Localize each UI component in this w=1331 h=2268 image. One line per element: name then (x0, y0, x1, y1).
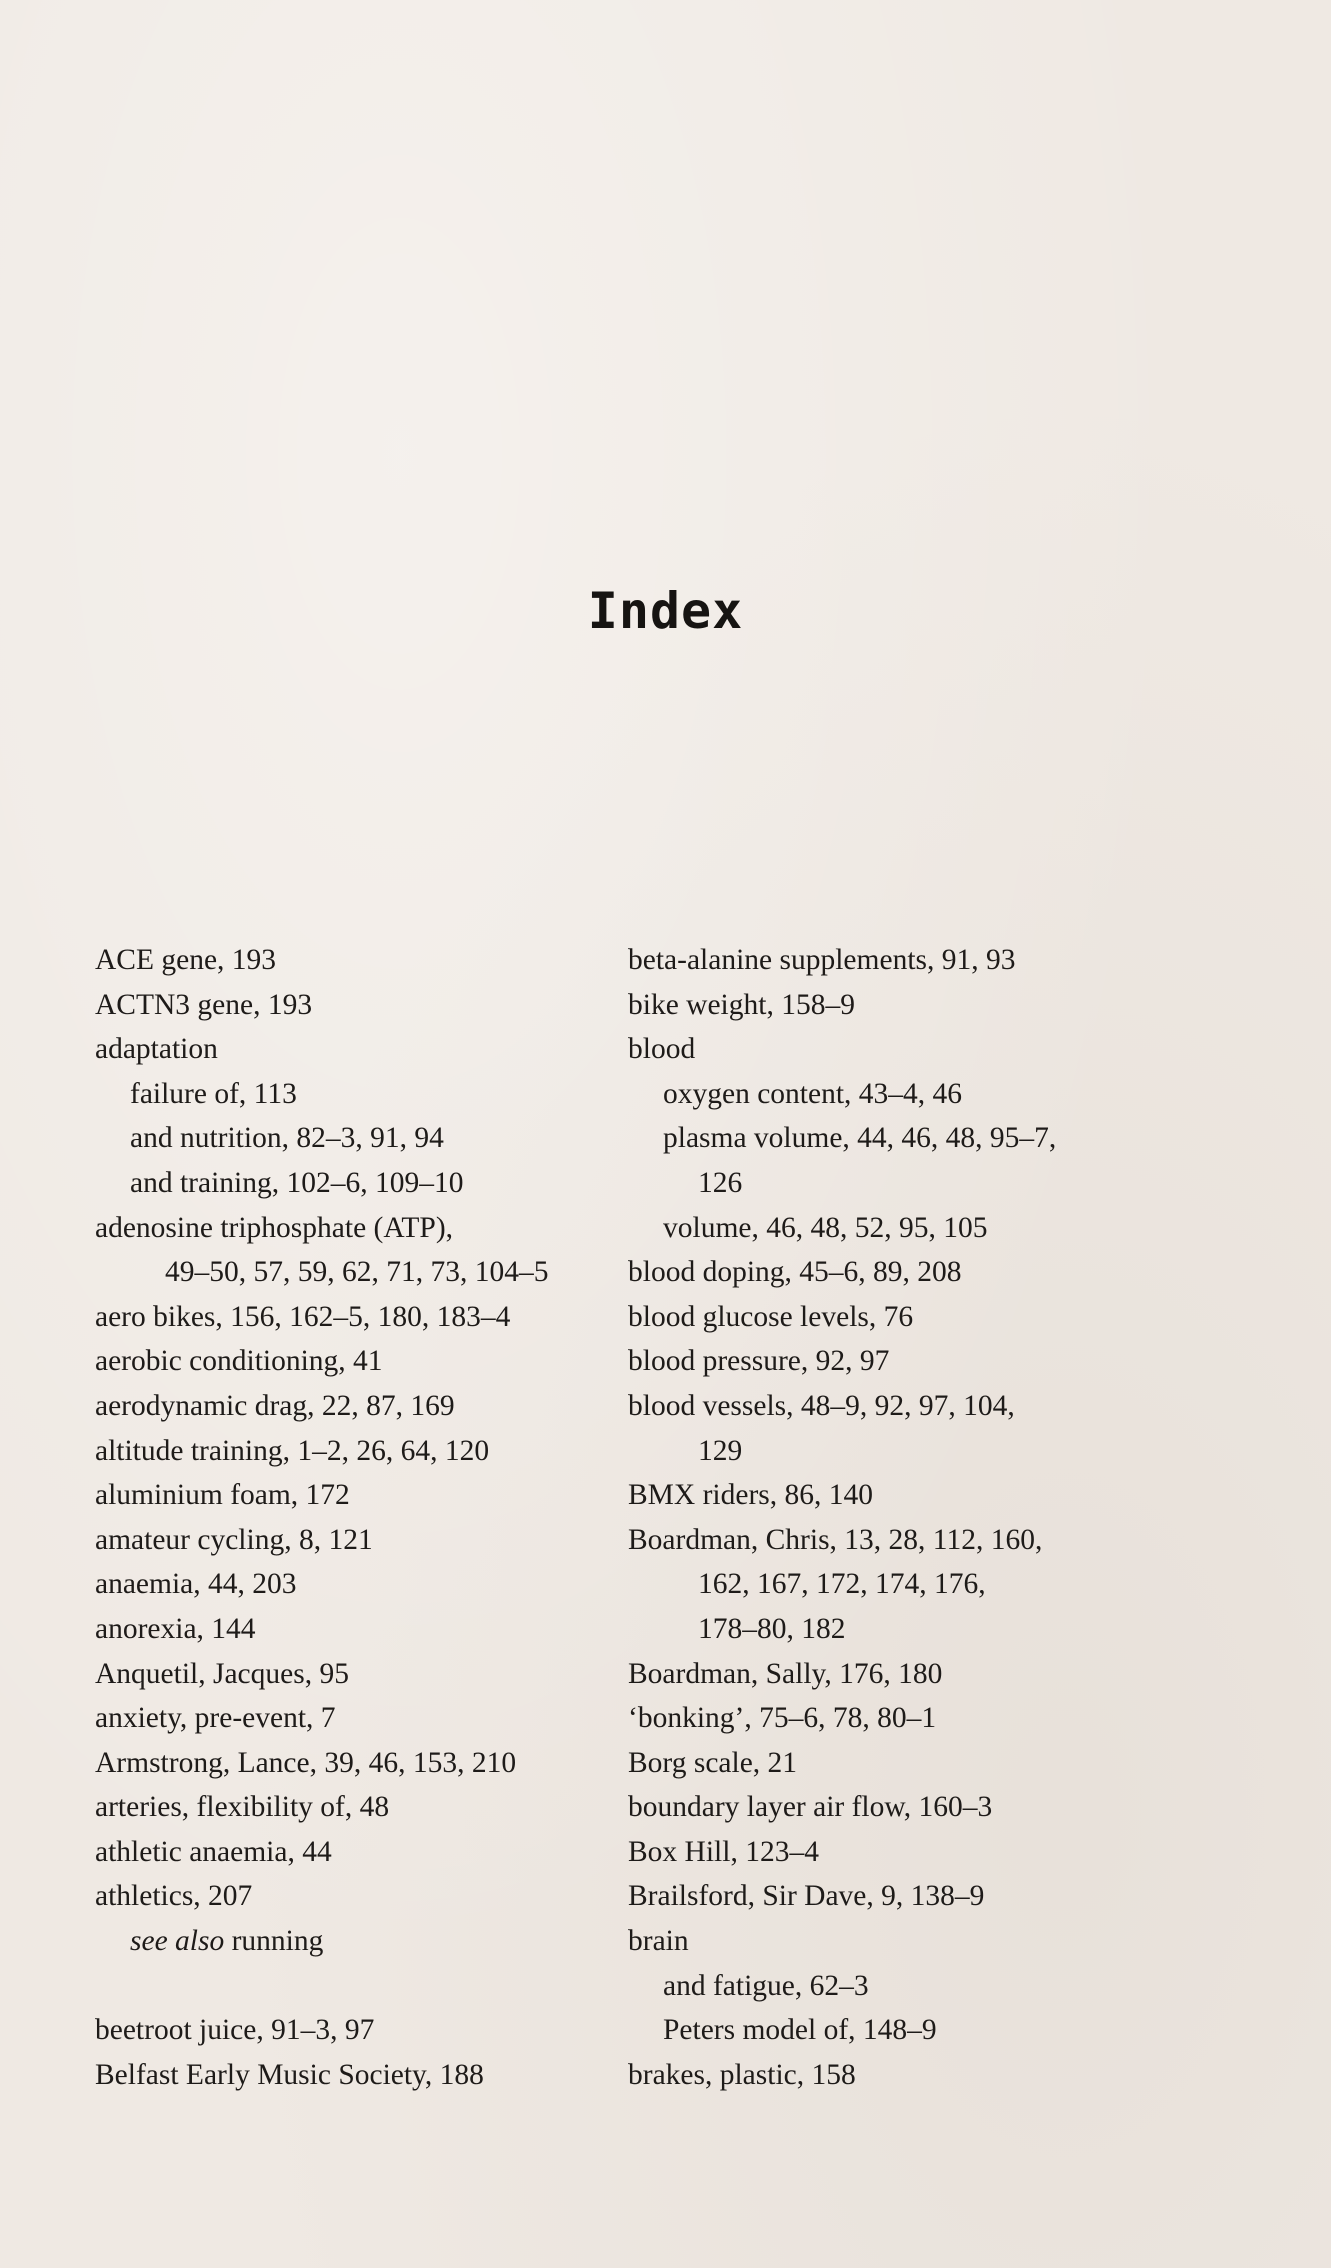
index-subentry: 178–80, 182 (698, 1612, 846, 1645)
index-entry: blood vessels, 48–9, 92, 97, 104, (628, 1389, 1015, 1422)
index-entry: Boardman, Sally, 176, 180 (628, 1657, 943, 1690)
index-entry: adenosine triphosphate (ATP), (95, 1211, 454, 1244)
index-subentry: oxygen content, 43–4, 46 (663, 1077, 963, 1110)
index-column-left (95, 938, 615, 2097)
index-entry: athletic anaemia, 44 (95, 1835, 332, 1868)
index-entry: brakes, plastic, 158 (628, 2058, 856, 2091)
index-subentry: 162, 167, 172, 174, 176, (698, 1568, 986, 1601)
index-entry: aerodynamic drag, 22, 87, 169 (95, 1389, 455, 1422)
index-column-right (628, 938, 1188, 2097)
index-subentry (95, 1919, 615, 1964)
index-entry: Belfast Early Music Society, 188 (95, 2058, 484, 2091)
index-entry: blood glucose levels, 76 (628, 1300, 914, 1333)
index-entry: anaemia, 44, 203 (95, 1568, 297, 1601)
index-entry: altitude training, 1–2, 26, 64, 120 (95, 1434, 490, 1467)
index-subentry: failure of, 113 (130, 1077, 297, 1110)
index-subentry: volume, 46, 48, 52, 95, 105 (663, 1211, 988, 1244)
index-entry: aluminium foam, 172 (95, 1479, 350, 1512)
cross-reference-label: see also (130, 1925, 225, 1958)
section-gap (95, 1964, 615, 2009)
index-entry: aerobic conditioning, 41 (95, 1345, 383, 1378)
index-entry: Borg scale, 21 (628, 1746, 798, 1779)
index-entry: athletics, 207 (95, 1880, 253, 1913)
index-entry: Brailsford, Sir Dave, 9, 138–9 (628, 1880, 985, 1913)
index-subentry: 126 (698, 1166, 743, 1199)
index-entry: bike weight, 158–9 (628, 988, 855, 1021)
index-subentry: and fatigue, 62–3 (663, 1969, 869, 2002)
index-entry: Boardman, Chris, 13, 28, 112, 160, (628, 1523, 1043, 1556)
page-title: Index (587, 581, 744, 640)
index-subentry: and nutrition, 82–3, 91, 94 (130, 1122, 444, 1155)
index-entry: beetroot juice, 91–3, 97 (95, 2014, 375, 2047)
index-entry: anxiety, pre-event, 7 (95, 1702, 336, 1735)
index-entry: Box Hill, 123–4 (628, 1835, 819, 1868)
index-entry: ACE gene, 193 (95, 944, 277, 976)
index-entry: Anquetil, Jacques, 95 (95, 1657, 349, 1690)
index-entry: Armstrong, Lance, 39, 46, 153, 210 (95, 1746, 517, 1779)
index-entry: beta-alanine supplements, 91, 93 (628, 944, 1016, 976)
index-subentry: plasma volume, 44, 46, 48, 95–7, (663, 1122, 1057, 1155)
index-entry: brain (628, 1925, 689, 1958)
index-entry: ACTN3 gene, 193 (95, 988, 313, 1021)
cross-reference-target: running (224, 1925, 324, 1958)
index-entry: blood pressure, 92, 97 (628, 1345, 890, 1378)
index-entry: adaptation (95, 1033, 218, 1066)
index-subentry: 129 (698, 1434, 743, 1467)
index-entry: blood doping, 45–6, 89, 208 (628, 1256, 962, 1289)
index-entry: BMX riders, 86, 140 (628, 1479, 874, 1512)
index-entry: blood (628, 1033, 696, 1066)
index-entry: aero bikes, 156, 162–5, 180, 183–4 (95, 1300, 511, 1333)
index-subentry: 49–50, 57, 59, 62, 71, 73, 104–5 (165, 1256, 549, 1289)
index-entry: amateur cycling, 8, 121 (95, 1523, 373, 1556)
index-entry: anorexia, 144 (95, 1612, 256, 1645)
index-subentry: Peters model of, 148–9 (663, 2014, 937, 2047)
index-entry: boundary layer air flow, 160–3 (628, 1791, 993, 1824)
index-entry: ‘bonking’, 75–6, 78, 80–1 (628, 1702, 937, 1735)
index-entry: arteries, flexibility of, 48 (95, 1791, 390, 1824)
index-subentry: and training, 102–6, 109–10 (130, 1166, 464, 1199)
